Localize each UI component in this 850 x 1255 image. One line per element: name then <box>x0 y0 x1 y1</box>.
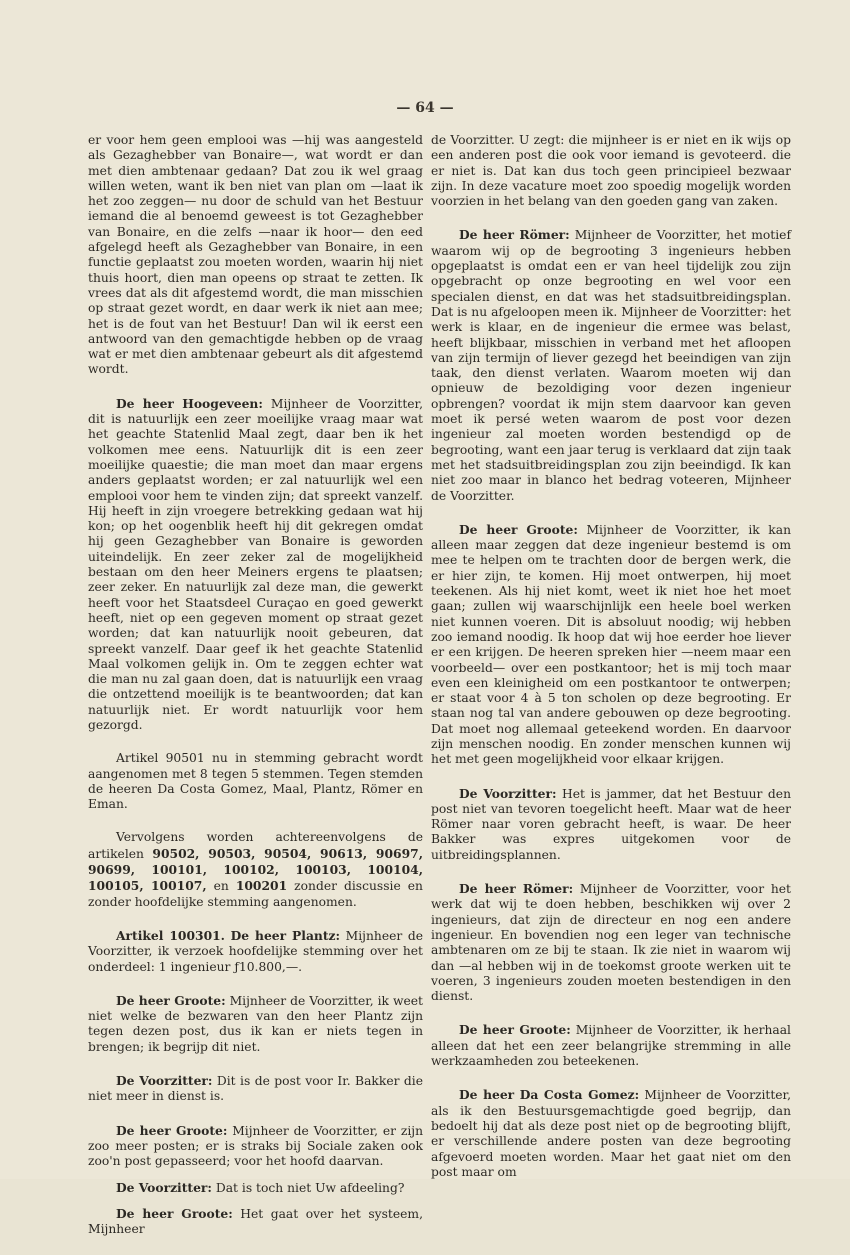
paragraph <box>88 751 423 812</box>
speaker-name: De Voorzitter: <box>116 1073 213 1089</box>
paragraph-text: Mijnheer de Voorzitter, het motief waarom wij op de begrooting 3 ingenieurs hebben opgeplaatst is omdat een er van heel tijdelijk zou zijn opgebracht op onze begrooting en wel voor een specialen dienst, en dat was het stadsuitbreidingsplan. Dat is nu afgeloopen meen ik. Mijnheer de Voorzitter: het werk is klaar, en de ingenieur die ermee was belast, heeft blijkbaar, misschien in verband met het afloopen van zijn termijn of liever gezegd het beeindigen van zijn taak, den dienst verlaten. Waarom moeten wij dan opnieuw de bezoldiging voor dezen ingenieur opbrengen? voordat ik mijn stem daarvoor kan geven moet ik persé weten waarom de post voor dezen ingenieur zal moeten worden bestendigd op de begrooting, want een jaar terug is verklaard dat zijn taak met het stadsuitbreidingsplan zou zijn beeindigd. Ik kan niet zoo maar in blanco het bedrag voteeren, Mijnheer de Voorzitter. <box>431 228 791 503</box>
paragraph-text: en <box>213 879 229 894</box>
speaker-name: De heer Groote: <box>116 1122 228 1138</box>
speaker-name: De Voorzitter: <box>116 1179 212 1195</box>
paragraph-text: Mijnheer de Voorzitter, voor het werk dat wij te doen hebben, beschikken wij over 2 ingenieurs, dat zijn de directeur en nog een andere ingenieur. En bovendien nog een leger van technische ambtenaren om ze bij te staan. Ik zie niet in waarom wij dan —al hebben wij in de toekomst groote werken uit te voeren, 3 ingenieurs zouden moeten bestendigen in den dienst. <box>431 882 792 1004</box>
speaker-name: De Voorzitter: <box>459 785 557 801</box>
speaker-name: De heer Groote: <box>116 1205 233 1221</box>
page-number: — 64 — <box>396 100 454 116</box>
paragraph-text: Het is jammer, dat het Bestuur den post niet van tevoren toegelicht heeft. Maar wat de heer Römer naar voren gebracht heeft, is waar. De heer Bakker was expres uitgekomen voor de uitbreidingsplannen. <box>431 786 791 862</box>
article-heading: Artikel 100301. <box>116 927 225 943</box>
speaker-name: De heer Groote: <box>459 1022 571 1038</box>
paragraph-text: Mijnheer de Voorzitter, als ik den Bestuursgemachtigde goed begrijp, dan bedoelt hij dat als deze post niet op de begrooting blijft, er verschillende andere posten van deze begrooting afgevoerd moeten worden. Maar het gaat niet om den post maar om <box>431 1088 791 1179</box>
paragraph <box>88 1073 423 1105</box>
paragraph-text: Mijnheer de Voorzitter, dit is natuurlijk een zeer moeilijke vraag maar wat het geachte Statenlid Maal zegt, daar ben ik het volkomen mee eens. Natuurlijk dit is een zeer moeilijke quaestie; die man moet dan maar ergens anders geplaatst worden; er zal natuurlijk wel een emplooi voor hem te vinden zijn; dat spreekt vanzelf. Hij heeft in zijn vroegere betrekking gedaan wat hij kon; op het oogenblik heeft hij dit gekregen omdat hij geen Gezaghebber van Bonaire is geworden uiteindelijk. En zeer zeker zal de mogelijkheid bestaan om den heer Meiners ergens te plaatsen; zeer zeker. En natuurlijk zal deze man, die gewerkt heeft voor het Staatsdeel Curaçao en goed gewerkt heeft, niet op een gegeven moment op straat gezet worden; dat kan natuurlijk nooit gebeuren, dat spreekt vanzelf. Daar geef ik het geachte Statenlid Maal volkomen gelijk in. Om te zeggen echter wat die man nu zal gaan doen, dat is natuurlijk een vraag die ontzettend moeilijk is te beantwoorden; dat kan natuurlijk niet. Er wordt natuurlijk voor hem gezorgd. <box>88 396 423 732</box>
paragraph-lead: Vervolgens worden achtereenvolgens de artikelen <box>88 830 423 861</box>
article-numbers: 90502, 90503, 90504, 90613, 90697, 90699, 100101, 100102, 100103, 100104, 100105, 100107, <box>88 845 423 894</box>
article-number: 100201 <box>235 878 288 894</box>
paragraph <box>88 1123 423 1170</box>
paragraph-text: Artikel 90501 nu in stemming gebracht wordt aangenomen met 8 tegen 5 stemmen. Tegen stemden de heeren Da Costa Gomez, Maal, Plantz, Römer en Eman. <box>88 751 423 812</box>
speaker-name: De heer Groote: <box>116 992 226 1008</box>
paragraph <box>88 993 423 1055</box>
paragraph <box>431 1087 791 1180</box>
paragraph <box>431 1022 791 1069</box>
paragraph-text: Mijnheer de Voorzitter, ik weet niet welke de bezwaren van den heer Plantz zijn tegen dezen post, dus ik kan er niets tegen in brengen; ik begrijp dit niet. <box>88 993 423 1054</box>
right-column <box>431 133 791 1198</box>
paragraph <box>431 133 791 209</box>
left-column <box>88 133 423 1255</box>
paragraph <box>431 881 791 1004</box>
speaker-name: De heer Römer: <box>459 881 574 897</box>
paragraph <box>88 1206 423 1238</box>
paragraph <box>88 830 423 909</box>
paragraph-text: Het gaat over het systeem, Mijnheer <box>88 1206 423 1237</box>
paragraph <box>88 133 423 378</box>
paragraph <box>431 786 791 863</box>
paragraph-text: Dat is toch niet Uw afdeeling? <box>215 1180 405 1195</box>
paragraph-text: Mijnheer de Voorzitter, ik herhaal alleen dat het een zeer belangrijke stremming in alle werkzaamheden zou beteekenen. <box>431 1023 791 1069</box>
paragraph-text: Mijnheer de Voorzitter, ik kan alleen maar zeggen dat deze ingenieur bestemd is om mee te helpen om te trachten door de bergen werk, die er hier zijn, te komen. Hij moet ontwerpen, hij moet teekenen. Als hij niet komt, weet ik niet hoe het moet gaan; zullen wij waarschijnlijk een heele boel werken niet kunnen voeren. Dit is absoluut noodig; wij hebben zoo iemand noodig. Ik hoop dat wij hoe eerder hoe liever er een krijgen. De heeren spreken hier —neem maar een voorbeeld— over een postkantoor; het is mij toch maar even een kleinigheid om een postkantoor te ontwerpen; er staat voor 4 à 5 ton scholen op deze begrooting. Er staan nog tal van andere gebouwen op deze begrooting. Dat moet nog allemaal geteekend worden. En daarvoor zijn menschen noodig. En zonder menschen kunnen wij het met geen mogelijkheid voor elkaar krijgen. <box>431 522 791 767</box>
paragraph <box>431 227 791 503</box>
speaker-name: De heer Groote: <box>459 521 578 537</box>
speaker-name: De heer Plantz: <box>230 927 341 943</box>
paragraph-text: Dit is de post voor Ir. Bakker die niet meer in dienst is. <box>88 1074 423 1104</box>
paragraph-text: Mijnheer de Voorzitter, ik verzoek hoofdelijke stemming over het onderdeel: 1 ingenieur ƒ10.800,—. <box>88 928 423 974</box>
paragraph <box>431 522 791 768</box>
speaker-name: De heer Da Costa Gomez: <box>459 1087 640 1103</box>
speaker-name: De heer Römer: <box>459 227 570 243</box>
paragraph <box>88 396 423 734</box>
paragraph <box>88 1180 423 1196</box>
paragraph-text: er voor hem geen emplooi was —hij was aangesteld als Gezaghebber van Bonaire—, wat wordt er dan met dien ambtenaar gedaan? Dat zou ik wel graag willen weten, want ik ben niet van plan om —laat ik het zoo zeggen— nu door de schuld van het Bestuur iemand die al benoemd geweest is tot Gezaghebber van Bonaire, en die zelfs —naar ik hoor— den eed afgelegd heeft als Gezaghebber van Bonaire, in een functie geplaatst zou moeten worden, waarin hij niet thuis hoort, dien man opeens op straat te zetten. Ik vrees dat als dit afgestemd wordt, die man misschien op straat gezet wordt, en daar werk ik niet aan mee; het is de fout van het Bestuur! Dan wil ik eerst een antwoord van den gemachtigde hebben op de vraag wat er met dien ambtenaar gebeurt als dit afgestemd wordt. <box>88 133 423 377</box>
paragraph-tail: zonder discussie en zonder hoofdelijke stemming aangenomen. <box>88 879 423 909</box>
speaker-name: De heer Hoogeveen: <box>116 395 263 411</box>
paragraph <box>88 928 423 975</box>
paragraph-text: de Voorzitter. U zegt: die mijnheer is er niet en ik wijs op een anderen post die ook voor iemand is gevoteerd. die er niet is. Dat kan dus toch geen principieel bezwaar zijn. In deze vacature moet zoo spoedig mogelijk worden voorzien in het belang van den goeden gang van zaken. <box>431 133 791 209</box>
paragraph-text: Mijnheer de Voorzitter, er zijn zoo meer posten; er is straks bij Sociale zaken ook zoo'n post gepasseerd; voor het hoofd daarvan. <box>88 1123 423 1169</box>
